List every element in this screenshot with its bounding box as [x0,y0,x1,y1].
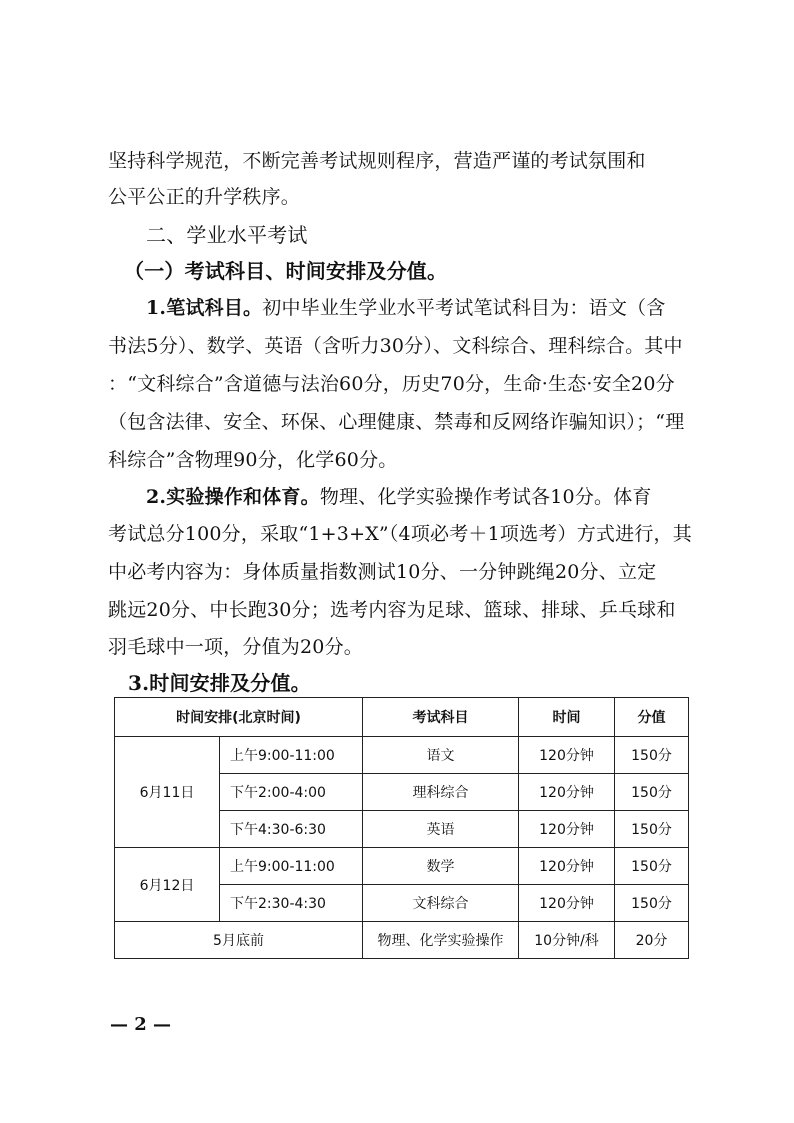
paragraph-line: 中必考内容为：身体质量指数测试10分、一分钟跳绳20分、立定 [108,561,657,583]
table-row [115,922,689,959]
table-header-row [115,698,689,737]
time-cell: 上午9:00-11:00 [220,737,363,774]
subject-cell: 物理、化学实验操作 [363,922,519,959]
duration-cell: 120分钟 [519,774,615,811]
duration-cell: 10分钟/科 [519,922,615,959]
time-cell: 下午2:00-4:00 [220,774,363,811]
duration-cell: 120分钟 [519,737,615,774]
paragraph-line [146,484,736,510]
page-number: — 2 — [110,1014,172,1035]
subsection-heading: （一）考试科目、时间安排及分值。 [124,259,448,283]
subject-cell: 英语 [363,811,519,848]
paragraph-line: 科综合”含物理90分，化学60分。 [108,449,398,471]
paragraph-line: 跳远20分、中长跑30分；选考内容为足球、篮球、排球、乒乓球和 [108,599,676,621]
paragraph-line: 考试总分100分，采取“1+3+X”（4项必考＋1项选考）方式进行，其 [108,523,692,545]
table-row [115,848,689,885]
score-cell: 20分 [615,922,689,959]
paragraph-line: 坚持科学规范，不断完善考试规则程序，营造严谨的考试氛围和 [108,150,646,172]
paragraph-line [146,295,736,321]
header-duration: 时间 [519,698,615,737]
subject-cell: 理科综合 [363,774,519,811]
paragraph-line: ：“文科综合”含道德与法治60分，历史70分，生命·生态·安全20分 [108,373,675,395]
time-cell: 上午9:00-11:00 [220,848,363,885]
score-cell: 150分 [615,774,689,811]
paragraph-line: （包含法律、安全、环保、心理健康、禁毒和反网络诈骗知识）；“理 [108,411,685,433]
subject-cell: 数学 [363,848,519,885]
schedule-table [114,697,689,959]
header-score: 分值 [615,698,689,737]
paragraph-line: 羽毛球中一项，分值为20分。 [108,636,363,658]
table-row [115,737,689,774]
time-cell: 下午2:30-4:30 [220,885,363,922]
written-text: 初中毕业生学业水平考试笔试科目为：语文（含 [262,297,666,319]
paragraph-line: 公平公正的升学秩序。 [108,186,301,208]
duration-cell: 120分钟 [519,811,615,848]
score-cell: 150分 [615,811,689,848]
subject-cell: 语文 [363,737,519,774]
duration-cell: 120分钟 [519,885,615,922]
subject-cell: 文科综合 [363,885,519,922]
date-cell: 6月11日 [115,737,220,848]
date-cell: 6月12日 [115,848,220,922]
time-cell: 下午4:30-6:30 [220,811,363,848]
section-heading: 二、学业水平考试 [146,223,308,247]
schedule-heading: 3.时间安排及分值。 [128,671,311,695]
paragraph-line: 书法5分）、数学、英语（含听力30分）、文科综合、理科综合。其中 [108,335,683,357]
header-schedule: 时间安排(北京时间) [115,698,363,737]
header-subject: 考试科目 [363,698,519,737]
pe-title: 2.实验操作和体育。 [146,486,320,508]
score-cell: 150分 [615,848,689,885]
score-cell: 150分 [615,737,689,774]
written-title: 1.笔试科目。 [146,297,263,319]
date-cell: 5月底前 [115,922,363,959]
score-cell: 150分 [615,885,689,922]
duration-cell: 120分钟 [519,848,615,885]
pe-text: 物理、化学实验操作考试各10分。体育 [319,486,652,508]
